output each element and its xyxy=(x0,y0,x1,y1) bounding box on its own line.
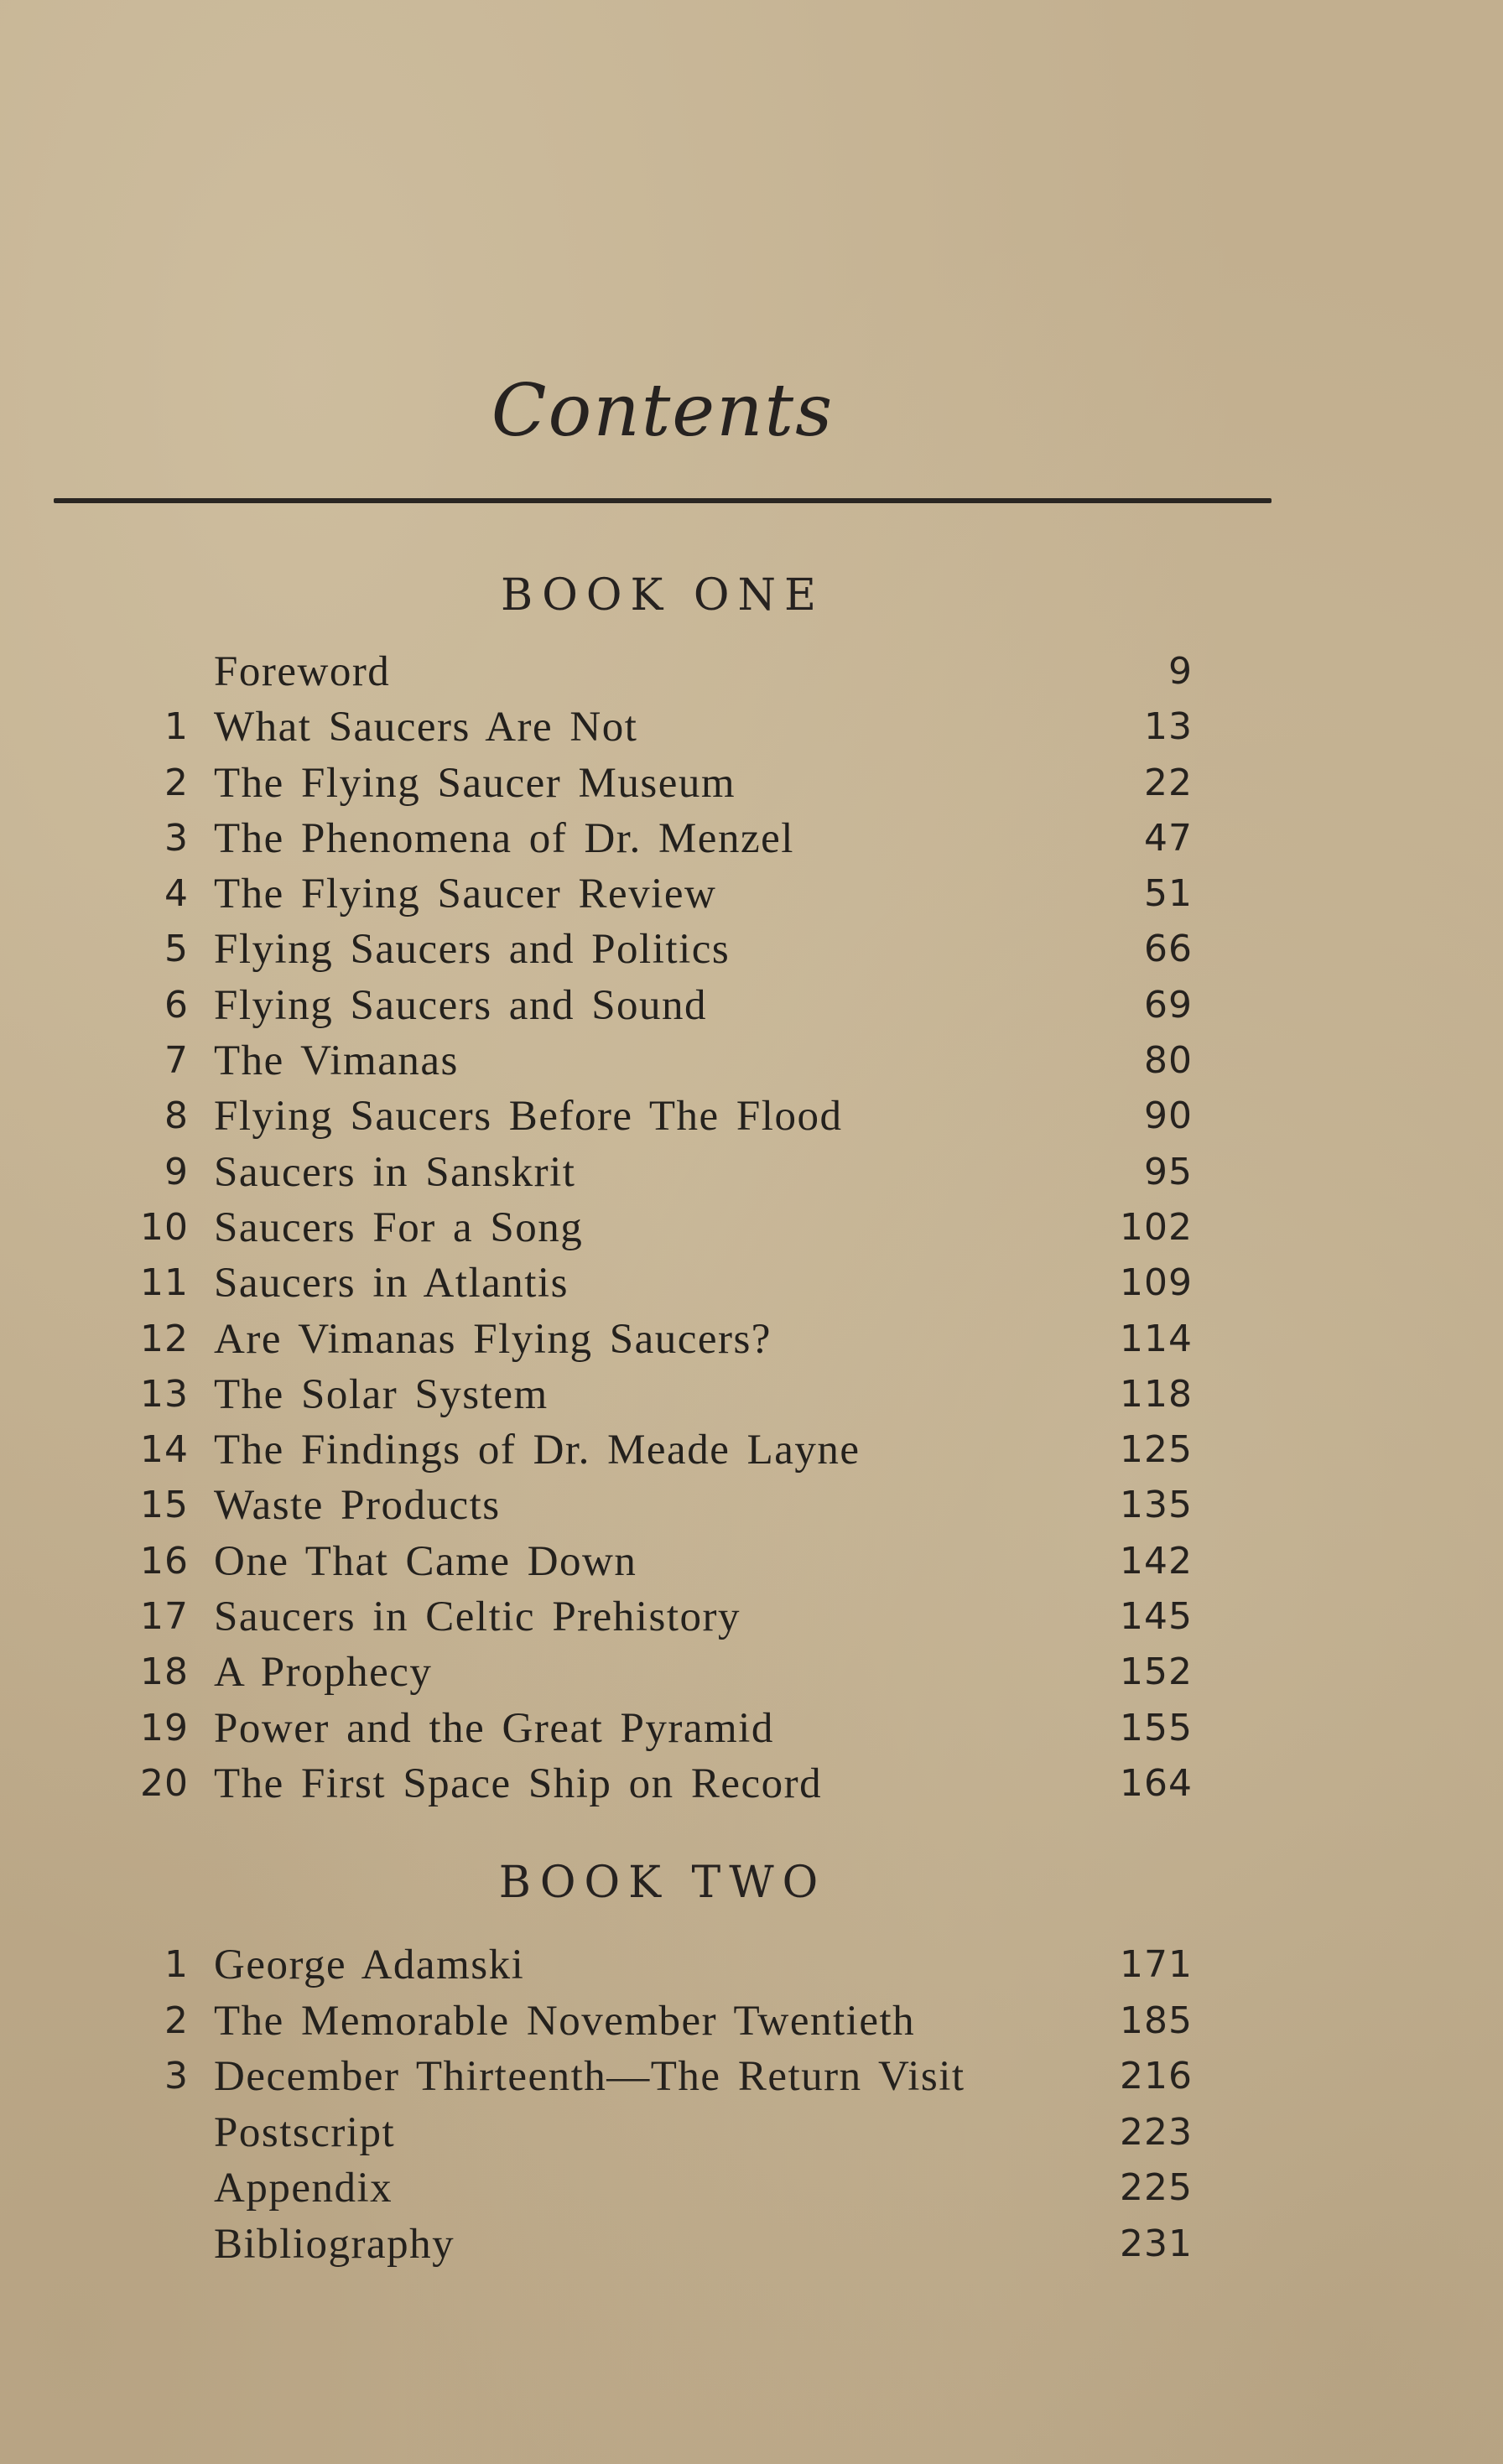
chapter-number: 8 xyxy=(164,1094,189,1138)
chapter-title: Saucers in Celtic Prehistory xyxy=(214,1593,741,1641)
page-number: 125 xyxy=(1120,1428,1193,1472)
chapter-number: 18 xyxy=(140,1650,189,1694)
page-number: 69 xyxy=(1144,983,1193,1027)
contents-entry xyxy=(0,922,1503,977)
page-number: 171 xyxy=(1120,1943,1193,1986)
contents-entry xyxy=(0,811,1503,866)
contents-entry xyxy=(0,1937,1503,1994)
chapter-title: Flying Saucers and Politics xyxy=(214,926,731,974)
chapter-title: December Thirteenth—The Return Visit xyxy=(214,2053,965,2100)
chapter-number: 2 xyxy=(164,1999,189,2042)
title-rule xyxy=(54,498,1272,503)
chapter-title: George Adamski xyxy=(214,1942,525,1988)
contents-entry xyxy=(0,1589,1503,1645)
contents-entry xyxy=(0,1145,1503,1200)
book-two-heading: BOOK TWO xyxy=(498,1858,827,1908)
contents-entry xyxy=(0,2105,1503,2161)
page-number: 9 xyxy=(1168,650,1193,693)
chapter-title: The Findings of Dr. Meade Layne xyxy=(214,1427,861,1474)
page-number: 109 xyxy=(1120,1261,1193,1305)
chapter-number: 12 xyxy=(140,1317,189,1360)
chapter-title: What Saucers Are Not xyxy=(214,704,638,751)
chapter-title: The Phenomena of Dr. Menzel xyxy=(214,814,794,862)
page-number: 118 xyxy=(1120,1372,1193,1416)
chapter-title: The Vimanas xyxy=(214,1037,459,1085)
chapter-title: Postscript xyxy=(214,2108,396,2156)
chapter-number: 20 xyxy=(140,1761,189,1805)
chapter-number: 17 xyxy=(140,1595,189,1639)
chapter-number: 15 xyxy=(140,1484,189,1527)
chapter-number: 9 xyxy=(164,1150,189,1193)
chapter-title: Saucers in Atlantis xyxy=(214,1260,569,1307)
page-number: 164 xyxy=(1120,1761,1193,1805)
chapter-title: One That Came Down xyxy=(214,1537,637,1585)
contents-entry xyxy=(0,2160,1503,2217)
chapter-title: Flying Saucers and Sound xyxy=(214,981,708,1029)
chapter-title: A Prophecy xyxy=(214,1649,433,1697)
page-number: 231 xyxy=(1120,2222,1193,2265)
chapter-title: Waste Products xyxy=(214,1482,501,1530)
page-number: 216 xyxy=(1120,2055,1193,2098)
chapter-title: The Memorable November Twentieth xyxy=(214,1997,916,2045)
page-number: 114 xyxy=(1120,1317,1193,1360)
page-number: 223 xyxy=(1120,2110,1193,2154)
chapter-number: 1 xyxy=(164,705,189,749)
chapter-number: 10 xyxy=(140,1205,189,1249)
contents-entry xyxy=(0,1255,1503,1311)
chapter-title: The Flying Saucer Museum xyxy=(214,759,736,807)
page-number: 135 xyxy=(1120,1484,1193,1527)
page-title: Contents xyxy=(491,369,835,453)
chapter-title: Power and the Great Pyramid xyxy=(214,1704,774,1752)
chapter-number: 2 xyxy=(164,761,189,804)
chapter-number: 3 xyxy=(164,2055,189,2098)
contents-entry xyxy=(0,1478,1503,1533)
contents-entry xyxy=(0,644,1503,699)
contents-entry xyxy=(0,2217,1503,2273)
page-number: 66 xyxy=(1144,928,1193,971)
page-number: 51 xyxy=(1144,872,1193,916)
chapter-number: 4 xyxy=(164,872,189,916)
page-number: 142 xyxy=(1120,1539,1193,1583)
contents-entry xyxy=(0,1200,1503,1255)
contents-entry xyxy=(0,2049,1503,2105)
page-number: 22 xyxy=(1144,761,1193,804)
contents-entry xyxy=(0,1645,1503,1700)
chapter-title: Flying Saucers Before The Flood xyxy=(214,1093,843,1141)
chapter-number: 1 xyxy=(164,1943,189,1986)
page-number: 80 xyxy=(1144,1039,1193,1083)
book-one-heading: BOOK ONE xyxy=(501,570,824,621)
page-number: 225 xyxy=(1120,2166,1193,2209)
contents-entry xyxy=(0,1994,1503,2050)
contents-entry xyxy=(0,1534,1503,1589)
page-number: 155 xyxy=(1120,1706,1193,1749)
page-number: 152 xyxy=(1120,1650,1193,1694)
chapter-number: 19 xyxy=(140,1706,189,1749)
chapter-title: The Solar System xyxy=(214,1370,549,1418)
contents-entry xyxy=(0,1033,1503,1089)
page-number: 185 xyxy=(1120,1999,1193,2042)
contents-entry xyxy=(0,866,1503,922)
contents-entry xyxy=(0,978,1503,1033)
contents-entry xyxy=(0,1422,1503,1478)
chapter-title: The First Space Ship on Record xyxy=(214,1760,823,1807)
page-number: 102 xyxy=(1120,1205,1193,1249)
page-number: 145 xyxy=(1120,1595,1193,1639)
book-two-contents-list xyxy=(0,1937,1503,2272)
contents-entry xyxy=(0,1312,1503,1367)
page-number: 13 xyxy=(1144,705,1193,749)
chapter-title: Appendix xyxy=(214,2165,393,2212)
chapter-number: 5 xyxy=(164,928,189,971)
contents-entry xyxy=(0,699,1503,755)
chapter-title: Foreword xyxy=(214,648,391,695)
chapter-number: 6 xyxy=(164,983,189,1027)
chapter-number: 7 xyxy=(164,1039,189,1083)
page-number: 90 xyxy=(1144,1094,1193,1138)
chapter-number: 14 xyxy=(140,1428,189,1472)
chapter-number: 11 xyxy=(140,1261,189,1305)
chapter-title: Are Vimanas Flying Saucers? xyxy=(214,1315,772,1363)
chapter-title: Saucers in Sanskrit xyxy=(214,1148,576,1196)
book-one-contents-list xyxy=(0,644,1503,1812)
contents-entry xyxy=(0,756,1503,811)
page-number: 95 xyxy=(1144,1150,1193,1193)
contents-entry xyxy=(0,1367,1503,1422)
chapter-number: 16 xyxy=(140,1539,189,1583)
chapter-number: 3 xyxy=(164,816,189,860)
contents-entry xyxy=(0,1701,1503,1756)
chapter-number: 13 xyxy=(140,1372,189,1416)
contents-entry xyxy=(0,1756,1503,1812)
chapter-title: The Flying Saucer Review xyxy=(214,871,717,918)
contents-entry xyxy=(0,1089,1503,1144)
chapter-title: Bibliography xyxy=(214,2220,455,2268)
page-number: 47 xyxy=(1144,816,1193,860)
chapter-title: Saucers For a Song xyxy=(214,1203,584,1251)
